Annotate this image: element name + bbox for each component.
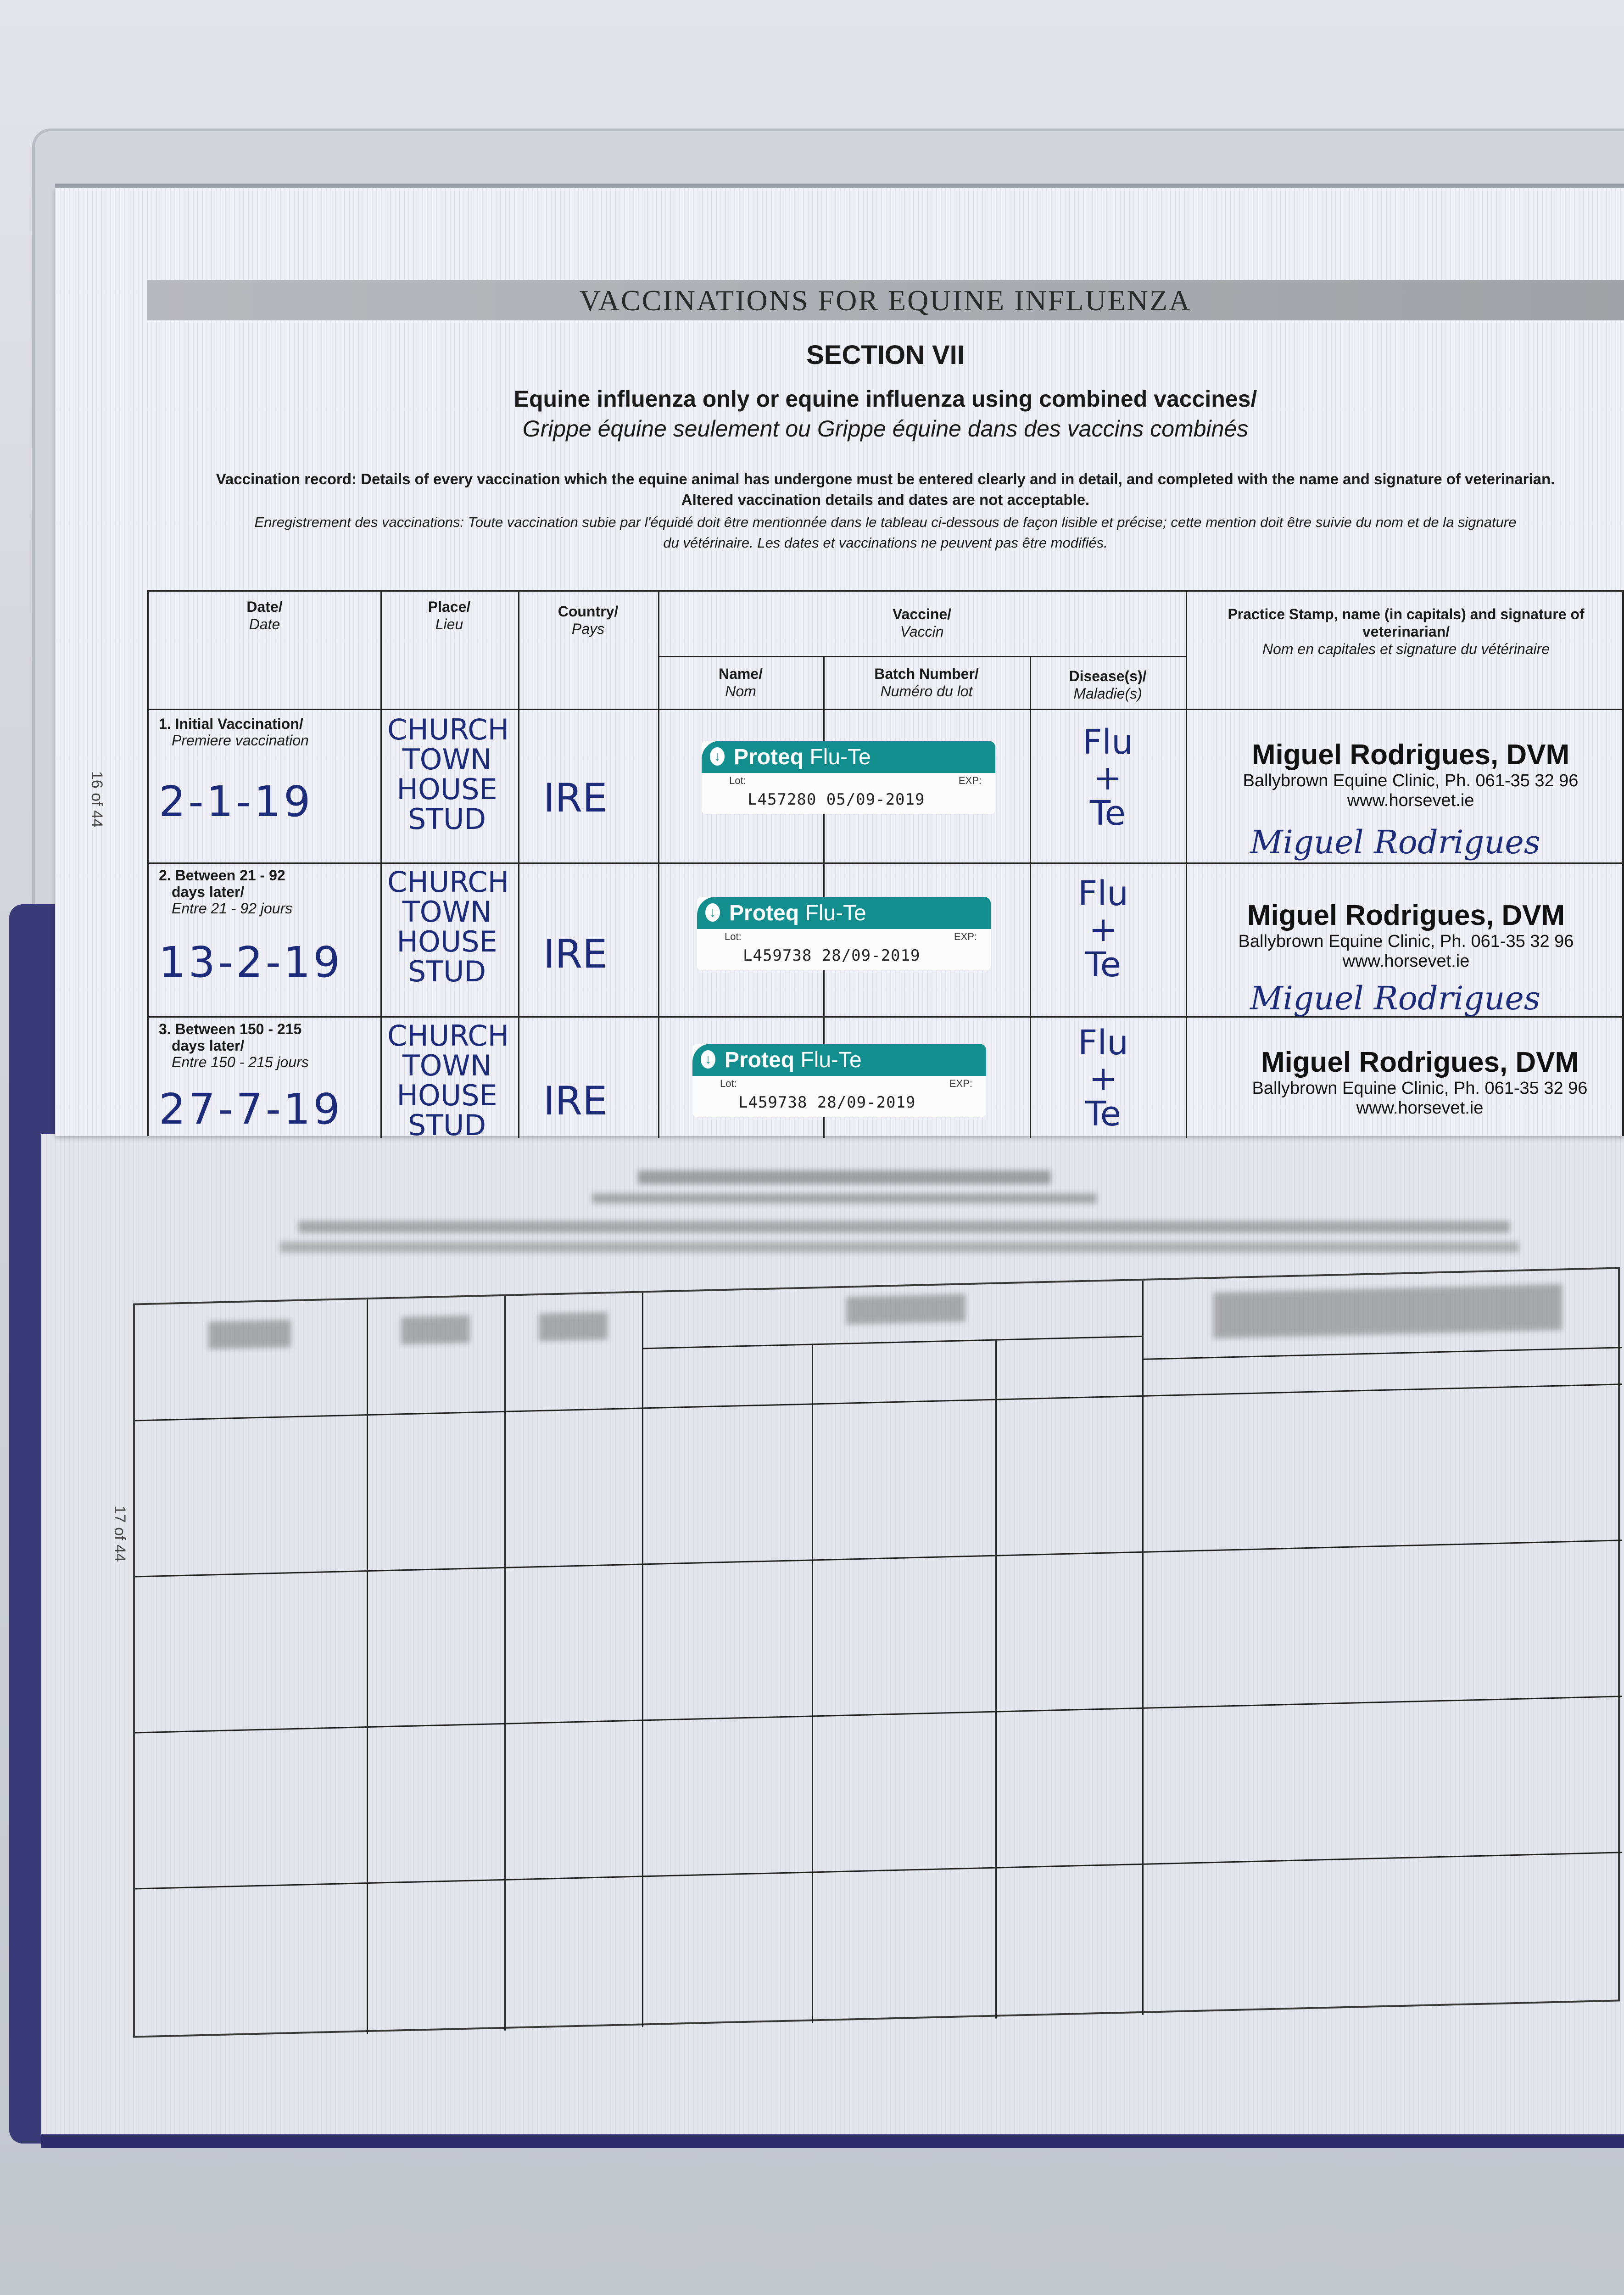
vaccine-sticker: [692, 1044, 986, 1117]
table-col-rule: [518, 592, 519, 1138]
place-line: TOWN: [402, 743, 492, 777]
section-banner: [147, 280, 1624, 320]
header-stamp-en: Practice Stamp, name (in capitals) and signature of: [1228, 606, 1585, 622]
table-rule: [1142, 1347, 1622, 1360]
disease-line: Te: [1085, 1094, 1122, 1134]
row-label: [159, 716, 309, 749]
sticker-brand: [729, 901, 866, 926]
table-col-rule: [1186, 592, 1187, 1138]
table-col-rule: [1030, 656, 1031, 1138]
sticker-brand-name: Proteq: [725, 1048, 795, 1072]
disease-line: +: [1093, 758, 1122, 798]
header-batch-en: Batch Number/: [874, 666, 979, 682]
vet-name: Miguel Rodrigues, DVM: [1251, 739, 1570, 771]
clinic-web: www.horsevet.ie: [1356, 1098, 1484, 1118]
table-rule: [642, 1336, 1142, 1349]
lot-label: Lot:: [725, 931, 742, 942]
page-16: [55, 188, 1624, 1142]
place-line: STUD: [407, 802, 486, 836]
place-line: TOWN: [402, 1049, 492, 1083]
clinic-line: Ballybrown Equine Clinic, Ph. 061-35 32 96: [1243, 771, 1579, 790]
sticker-product: Flu-Te: [809, 745, 871, 769]
place-value: [387, 715, 507, 834]
row-label-en-2: days later/: [172, 1037, 245, 1054]
blurred-note-line-1: [298, 1221, 1510, 1233]
practice-stamp: [1204, 739, 1617, 811]
blurred-header: [208, 1320, 291, 1349]
table-rule: [149, 862, 1624, 864]
place-line: CHURCH: [387, 713, 509, 746]
table-rule: [135, 1852, 1622, 1889]
table-col-rule: [995, 1339, 997, 2019]
practice-stamp: [1200, 899, 1613, 971]
date-value: 27-7-19: [159, 1085, 343, 1134]
header-stamp: [1190, 605, 1622, 658]
header-country-fr: Pays: [571, 621, 605, 637]
disease-value: [1071, 722, 1144, 834]
disease-line: Te: [1085, 945, 1122, 985]
place-line: STUD: [407, 1108, 486, 1142]
lot-label: Lot:: [729, 775, 746, 786]
sticker-brand: [725, 1047, 862, 1073]
blurred-heading: [638, 1170, 1051, 1184]
row-label-fr: Entre 150 - 215 jours: [172, 1054, 309, 1070]
header-place-fr: Lieu: [435, 616, 463, 633]
country-value: IRE: [543, 1078, 608, 1124]
place-line: HOUSE: [396, 1079, 497, 1113]
disease-value: [1066, 876, 1140, 983]
header-disease-en: Disease(s)/: [1069, 668, 1147, 684]
exp-label: EXP:: [954, 931, 977, 942]
place-line: CHURCH: [387, 1019, 509, 1052]
sticker-brand-name: Proteq: [734, 745, 804, 769]
vaccine-sticker: [702, 741, 995, 814]
row-label: [159, 1021, 309, 1070]
place-line: STUD: [407, 955, 486, 989]
disease-line: +: [1088, 1058, 1117, 1098]
header-vaccine-fr: Vaccin: [900, 623, 944, 640]
header-place-en: Place/: [428, 599, 471, 615]
lot-value: L459738 28/09-2019: [743, 946, 921, 965]
vaccination-table: [147, 590, 1624, 1142]
blurred-subheading: [592, 1193, 1097, 1203]
page-number: 16 of 44: [88, 771, 106, 828]
table-col-rule: [367, 1299, 368, 2034]
clinic-line: Ballybrown Equine Clinic, Ph. 061-35 32 96: [1238, 932, 1574, 951]
record-note-fr-2: du vétérinaire. Les dates et vaccinations ne peuvent pas être modifiés.: [663, 535, 1108, 551]
table-rule: [658, 656, 1186, 657]
sticker-product: Flu-Te: [805, 901, 866, 925]
blurred-header: [401, 1315, 470, 1345]
record-note-fr-1: Enregistrement des vaccinations: Toute vaccination subie par l'équidé doit être mentionnée dans le tableau ci-dessous de façon lisible et précise; cette mention doit être suivie du nom et de la signature: [254, 514, 1517, 530]
header-date-en: Date/: [246, 599, 283, 615]
page-17: [41, 1134, 1624, 2148]
disease-line: +: [1088, 909, 1117, 949]
header-date: [149, 598, 380, 633]
lot-label: Lot:: [720, 1078, 737, 1089]
sticker-brand: [734, 744, 871, 770]
place-line: HOUSE: [396, 772, 497, 806]
clinic-web: www.horsevet.ie: [1342, 952, 1470, 971]
sticker-product: Flu-Te: [800, 1048, 862, 1072]
drop-icon: ↓: [701, 1050, 715, 1069]
header-date-fr: Date: [249, 616, 280, 633]
table-rule: [135, 1383, 1622, 1421]
exp-label: EXP:: [949, 1078, 972, 1089]
drop-icon: ↓: [705, 903, 720, 922]
banner-title: VACCINATIONS FOR EQUINE INFLUENZA: [579, 284, 1192, 317]
row-label-en-2: days later/: [172, 884, 245, 900]
header-country-en: Country/: [558, 603, 619, 620]
place-value: [387, 865, 509, 989]
header-name: [658, 665, 823, 700]
vaccine-sticker: [697, 897, 991, 970]
row-label-en: 1. Initial Vaccination/: [159, 716, 303, 732]
header-batch: [823, 665, 1030, 700]
row-label-en: 3. Between 150 - 215: [159, 1021, 302, 1037]
page-number: 17 of 44: [111, 1506, 128, 1562]
vet-signature: Miguel Rodrigues: [1250, 823, 1540, 861]
header-stamp-en-2: veterinarian/: [1362, 623, 1450, 640]
record-note-en-2: Altered vaccination details and dates are not acceptable.: [681, 491, 1090, 508]
row-label-fr: Entre 21 - 92 jours: [172, 900, 293, 917]
header-place: [380, 598, 518, 633]
subtitle-en: Equine influenza only or equine influenza using combined vaccines/: [513, 386, 1257, 412]
place-line: CHURCH: [387, 865, 509, 899]
header-name-fr: Nom: [725, 683, 756, 700]
empty-vaccination-table: [133, 1267, 1620, 2038]
header-disease-fr: Maladie(s): [1073, 685, 1142, 702]
place-line: TOWN: [402, 895, 492, 929]
disease-line: Flu: [1082, 722, 1133, 762]
lot-value: L459738 28/09-2019: [738, 1093, 916, 1112]
table-col-rule: [504, 1296, 506, 2031]
header-stamp-fr: Nom en capitales et signature du vétérinaire: [1262, 641, 1550, 657]
header-vaccine-en: Vaccine/: [892, 606, 952, 622]
table-rule: [135, 1539, 1622, 1577]
place-line: HOUSE: [396, 925, 497, 959]
record-note-en-1: Vaccination record: Details of every vaccination which the equine animal has undergone must be entered clearly and in detail, and completed with the name and signature of veterinarian.: [216, 470, 1555, 487]
row-label-fr: Premiere vaccination: [172, 732, 309, 749]
table-rule: [135, 1696, 1622, 1733]
row-label: [159, 867, 292, 917]
table-col-rule: [1142, 1281, 1144, 2015]
date-value: 13-2-19: [159, 938, 343, 987]
table-col-rule: [812, 1343, 813, 2023]
header-disease: [1030, 667, 1186, 702]
drop-icon: ↓: [710, 747, 725, 766]
country-value: IRE: [543, 931, 608, 977]
blurred-header: [1213, 1284, 1562, 1338]
table-col-rule: [642, 1293, 643, 2027]
clinic-line: Ballybrown Equine Clinic, Ph. 061-35 32 96: [1252, 1079, 1588, 1098]
exp-label: EXP:: [958, 775, 982, 786]
vet-name: Miguel Rodrigues, DVM: [1261, 1047, 1579, 1078]
blurred-header: [846, 1294, 965, 1324]
practice-stamp: [1213, 1046, 1624, 1118]
disease-line: Te: [1089, 794, 1126, 834]
disease-line: Flu: [1077, 874, 1129, 913]
blurred-note-line-2: [280, 1242, 1519, 1253]
country-value: IRE: [543, 775, 608, 821]
header-country: [518, 603, 658, 638]
disease-line: Flu: [1077, 1023, 1129, 1063]
row-label-en: 2. Between 21 - 92: [159, 867, 285, 884]
disease-value: [1066, 1025, 1140, 1132]
header-name-en: Name/: [718, 666, 763, 682]
sticker-brand-name: Proteq: [729, 901, 799, 925]
header-batch-fr: Numéro du lot: [880, 683, 973, 700]
subtitle-fr: Grippe équine seulement ou Grippe équine dans des vaccins combinés: [522, 416, 1249, 442]
lot-value: L457280 05/09-2019: [748, 790, 925, 809]
place-value: [387, 1021, 507, 1140]
table-rule: [149, 709, 1624, 710]
date-value: 2-1-19: [159, 777, 313, 826]
blurred-header: [539, 1312, 608, 1341]
clinic-web: www.horsevet.ie: [1347, 791, 1474, 810]
section-title: SECTION VII: [806, 340, 965, 370]
vet-signature: Miguel Rodrigues: [1250, 980, 1540, 1017]
header-vaccine: [658, 605, 1186, 640]
table-col-rule: [380, 592, 382, 1138]
vet-name: Miguel Rodrigues, DVM: [1247, 900, 1565, 931]
